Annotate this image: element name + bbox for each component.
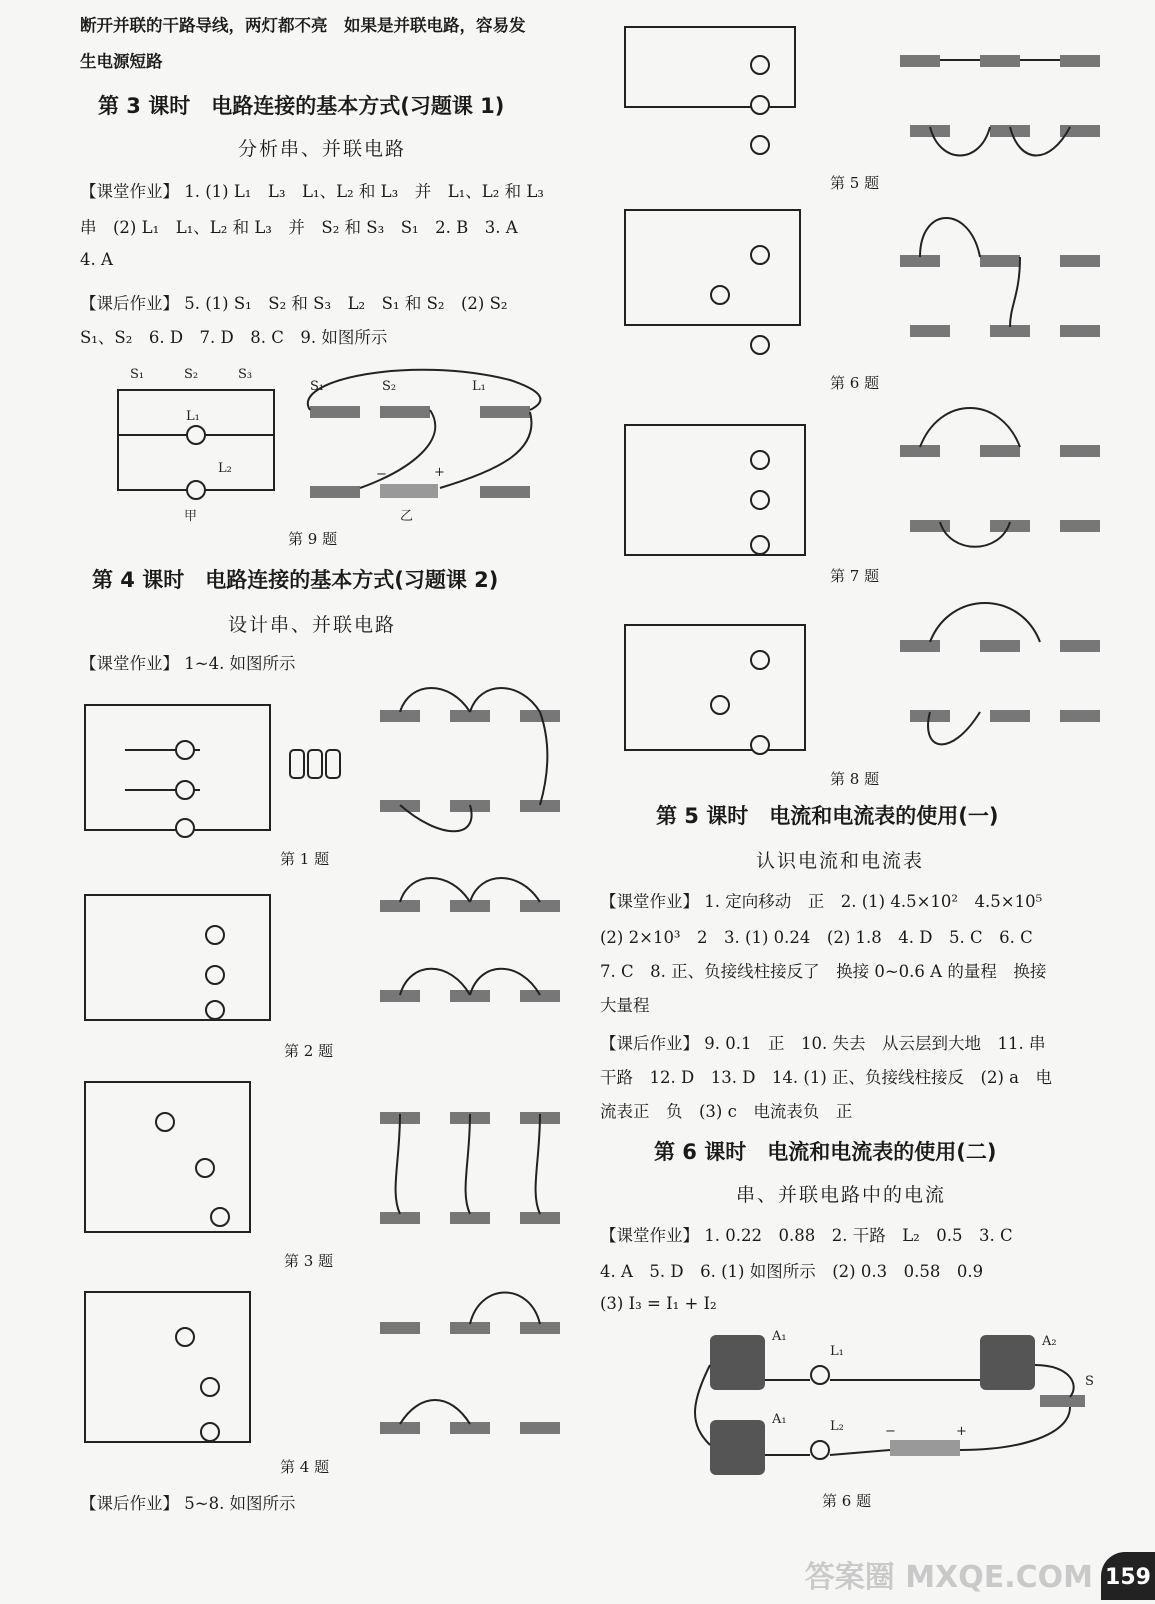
fig3-caption: 第 3 题 — [284, 1252, 334, 1270]
lesson3-title: 第 3 课时 电路连接的基本方式(习题课 1) — [98, 94, 505, 118]
fig6b-a1-bottom: A₁ — [772, 1412, 787, 1427]
lesson5-class-line-4: 大量程 — [600, 996, 650, 1015]
fig9-phys-plus: + — [434, 465, 445, 480]
lesson3-after-line-2: S₁、S₂ 6. D 7. D 8. C 9. 如图所示 — [80, 328, 388, 347]
lesson3-class-line-1: 【课堂作业】 1. (1) L₁ L₃ L₁、L₂ 和 L₃ 并 L₁、L₂ 和 L₃ — [80, 182, 544, 201]
fig1-diagram — [80, 690, 570, 850]
lesson4-title: 第 4 课时 电路连接的基本方式(习题课 2) — [92, 568, 499, 592]
fig4-caption: 第 4 题 — [280, 1458, 330, 1476]
lesson4-subtitle: 设计串、并联电路 — [228, 614, 397, 636]
lesson6-fig6-diagram — [690, 1325, 1110, 1495]
fig9-phys-s1: S₁ — [310, 379, 325, 394]
lesson3-class-line-2: 串 (2) L₁ L₁、L₂ 和 L₃ 并 S₂ 和 S₃ S₁ 2. B 3. A — [80, 218, 518, 237]
lesson6-title: 第 6 课时 电流和电流表的使用(二) — [654, 1140, 997, 1164]
fig9-l1: L₁ — [186, 409, 200, 424]
fig9-physical — [308, 370, 541, 524]
fig6-diagram — [620, 205, 1120, 365]
fig7-diagram — [620, 405, 1120, 565]
lesson5-title: 第 5 课时 电流和电流表的使用(一) — [656, 804, 999, 828]
fig9-caption: 第 9 题 — [288, 530, 338, 548]
fig6b-minus: − — [885, 1424, 896, 1439]
page-number: 159 — [1101, 1552, 1155, 1600]
fig6b-l1: L₁ — [830, 1344, 844, 1359]
fig9-label-b: 乙 — [400, 509, 414, 524]
fig6b-l2: L₂ — [830, 1419, 844, 1434]
intro-line-1: 断开并联的干路导线，两灯都不亮 如果是并联电路，容易发 — [80, 16, 526, 35]
fig6b-plus: + — [956, 1424, 967, 1439]
fig4-diagram — [80, 1282, 570, 1457]
fig2-diagram — [80, 880, 570, 1040]
fig1-caption: 第 1 题 — [280, 850, 330, 868]
fig6-caption: 第 6 题 — [830, 374, 880, 392]
lesson6-fig6-caption: 第 6 题 — [822, 1492, 872, 1510]
fig8-caption: 第 8 题 — [830, 770, 880, 788]
lesson6-class-line-2: 4. A 5. D 6. (1) 如图所示 (2) 0.3 0.58 0.9 — [600, 1262, 984, 1281]
fig9-s3: S₃ — [238, 367, 253, 382]
lesson5-after-line-2: 干路 12. D 13. D 14. (1) 正、负接线柱接反 (2) a 电 — [600, 1068, 1052, 1087]
fig9-s1: S₁ — [130, 367, 145, 382]
fig9-diagram — [110, 360, 570, 540]
lesson5-class-line-1: 【课堂作业】 1. 定向移动 正 2. (1) 4.5×10² 4.5×10⁵ — [600, 892, 1043, 911]
intro-line-2: 生电源短路 — [80, 52, 163, 71]
fig9-phys-s2: S₂ — [382, 379, 397, 394]
lesson5-class-line-3: 7. C 8. 正、负接线柱接反了 换接 0~0.6 A 的量程 换接 — [600, 962, 1047, 981]
lesson5-after-line-1: 【课后作业】 9. 0.1 正 10. 失去 从云层到大地 11. 串 — [600, 1034, 1046, 1053]
lesson5-class-line-2: (2) 2×10³ 2 3. (1) 0.24 (2) 1.8 4. D 5. C 6. C — [600, 928, 1033, 947]
lesson5-subtitle: 认识电流和电流表 — [756, 850, 925, 872]
fig6b-a1-top: A₁ — [772, 1329, 787, 1344]
fig6b-s: S — [1085, 1374, 1094, 1389]
fig6b-a2: A₂ — [1042, 1334, 1057, 1349]
fig5-diagram — [620, 15, 1120, 170]
fig9-l2: L₂ — [218, 461, 232, 476]
lesson4-class-line: 【课堂作业】 1~4. 如图所示 — [80, 654, 296, 673]
fig7-caption: 第 7 题 — [830, 567, 880, 585]
lesson6-class-line-3: (3) I₃ = I₁ + I₂ — [600, 1294, 717, 1313]
fig9-label-a: 甲 — [184, 509, 198, 524]
fig9-phys-l1: L₁ — [472, 379, 486, 394]
fig3-diagram — [80, 1072, 570, 1247]
fig5-caption: 第 5 题 — [830, 174, 880, 192]
lesson4-after-line: 【课后作业】 5~8. 如图所示 — [80, 1494, 296, 1513]
fig9-schematic — [118, 367, 274, 524]
lesson3-subtitle: 分析串、并联电路 — [238, 138, 407, 160]
lesson3-after-line-1: 【课后作业】 5. (1) S₁ S₂ 和 S₃ L₂ S₁ 和 S₂ (2) S₂ — [80, 294, 508, 313]
lesson3-class-line-3: 4. A — [80, 250, 113, 269]
lesson6-class-line-1: 【课堂作业】 1. 0.22 0.88 2. 干路 L₂ 0.5 3. C — [600, 1226, 1013, 1245]
lesson5-after-line-3: 流表正 负 (3) c 电流表负 正 — [600, 1102, 853, 1121]
lesson6-subtitle: 串、并联电路中的电流 — [736, 1184, 947, 1206]
watermark: 答案圈 MXQE.COM — [804, 1560, 1093, 1595]
fig2-caption: 第 2 题 — [284, 1042, 334, 1060]
fig9-s2: S₂ — [184, 367, 199, 382]
fig9-phys-minus: − — [376, 467, 387, 482]
fig8-diagram — [620, 600, 1120, 765]
